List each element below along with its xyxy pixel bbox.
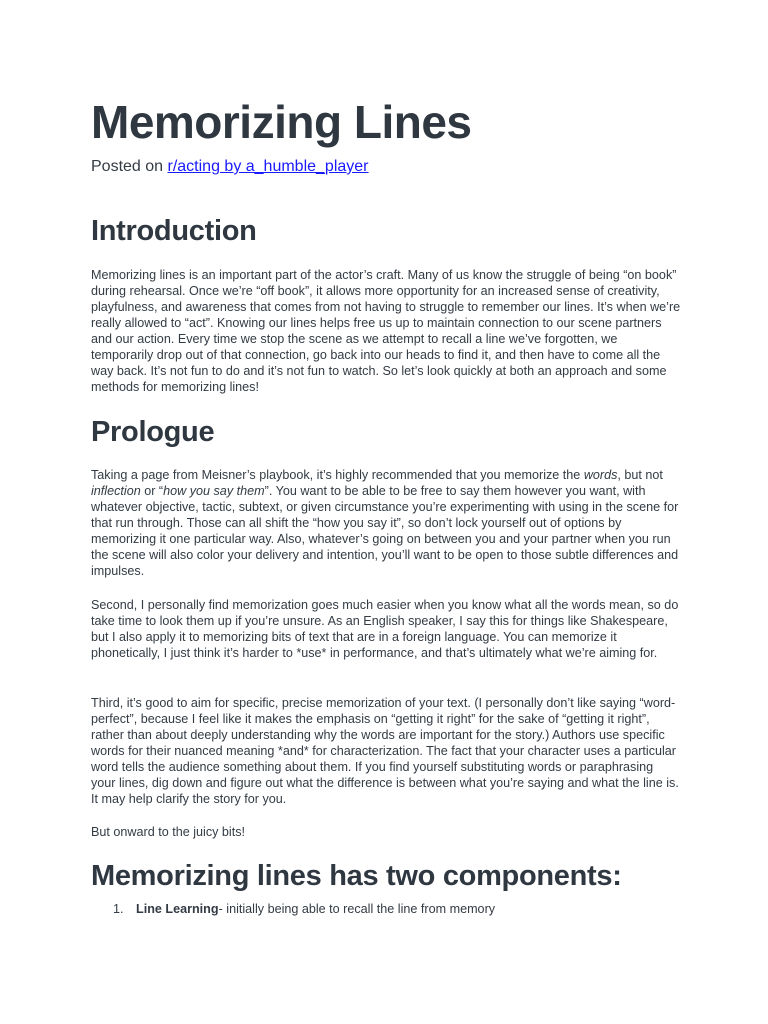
- heading-components: Memorizing lines has two components:: [91, 860, 622, 892]
- p1-emphasis-words: words: [583, 468, 618, 482]
- p1-text-c: or “: [140, 484, 164, 498]
- p1-emphasis-inflection: inflection: [91, 484, 141, 498]
- intro-paragraph: Memorizing lines is an important part of the actor’s craft. Many of us know the struggle of being “on book” during rehearsal. Once we’re “off book”, it allows more opportunity for an increased sense of creativity, playfulness, and awareness that comes from not having to struggle to remember our lines. It’s when we’re really allowed to “act”. Knowing our lines helps free us up to maintain connection to our scene partners and our action. Every time we stop the scene as we attempt to recall a line we’ve forgotten, we temporarily drop out of that connection, go back into our heads to find it, and then have to come all the way back. It’s not fun to do and it’s not fun to watch. So let’s look quickly at both an approach and some methods for memorizing lines!: [91, 268, 681, 394]
- prologue-paragraph-3: Third, it’s good to aim for specific, precise memorization of your text. (I personally don’t like saying “word-perfect”, because I feel like it makes the emphasis on “getting it right” for the sake of “getting it right”, rather than about deeply understanding why the words are important for the story.) Authors use specific words for their nuanced meaning *and* for characterization. The fact that your character uses a particular word tells the audience something about them. If you find yourself substituting words or paraphrasing your lines, dig down and figure out what the difference is between what you’re saying and what the line is. It may help clarify the story for you.: [91, 696, 679, 806]
- page-title: Memorizing Lines: [91, 96, 472, 148]
- p1-text-b: , but not: [617, 468, 663, 482]
- prologue-paragraph-1: [91, 467, 681, 579]
- byline: [91, 156, 369, 178]
- p1-emphasis-how: how you say them: [163, 484, 265, 498]
- prologue-paragraph-2: Second, I personally find memorization goes much easier when you know what all the words mean, so do take time to look them up if you’re unsure. As an English speaker, I say this for things like Shakespeare, but I also apply it to memorizing bits of text that are in a foreign language. You can memorize it phonetically, I just think it’s harder to *use* in performance, and that’s ultimately what we’re aiming for.: [91, 598, 679, 660]
- heading-prologue: Prologue: [91, 416, 215, 448]
- list-item-desc: - initially being able to recall the line from memory: [218, 902, 496, 916]
- prologue-paragraph-4: But onward to the juicy bits!: [91, 825, 246, 839]
- byline-prefix: Posted on: [91, 158, 168, 175]
- list-item: [91, 901, 495, 917]
- heading-introduction: Introduction: [91, 215, 257, 247]
- p1-text-d: ”. You want to be able to be free to say them however you want, with whatever objective, tactic, subtext, or given circumstance you’re experimenting with using in the scene for that run through. Those can all shift the “how you say it”, so don’t lock yourself out of options by memorizing it one particular way. Also, whatever’s going on between you and your partner when you run the scene will also color your delivery and intention, you’ll want to be open to those subtle differences and impulses.: [91, 484, 679, 578]
- p1-text-a: Taking a page from Meisner’s playbook, it’s highly recommended that you memorize the: [91, 468, 584, 482]
- components-list: [91, 901, 495, 917]
- list-item-number: 1.: [113, 902, 124, 916]
- list-item-term: Line Learning: [136, 902, 219, 916]
- author-link[interactable]: r/acting by a_humble_player: [167, 158, 369, 175]
